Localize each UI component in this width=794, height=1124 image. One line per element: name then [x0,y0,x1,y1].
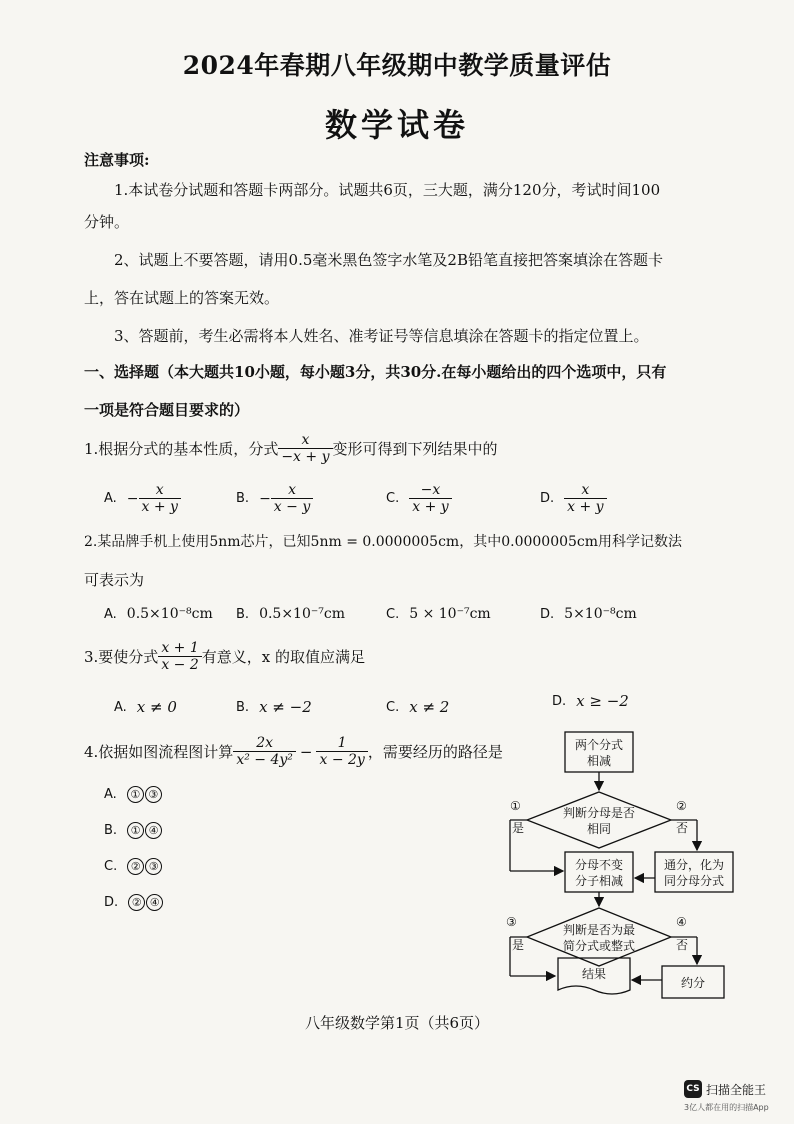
start-line-2: 相减 [586,754,612,768]
convert-line-1: 通分，化为 [663,858,725,872]
decision-simplest [527,908,671,966]
option-text: 0.5×10⁻⁸cm [126,606,213,622]
frac-num: −x [420,482,441,498]
q2-option-a[interactable] [104,606,213,622]
frac-num: x [288,482,296,498]
decision-1-line-1: 判断分母是否 [562,806,636,820]
option-label: D. [540,606,555,622]
q3-frac-num: x + 1 [161,640,199,656]
q4-frac2-den: x − 2y [316,751,367,768]
path-mark-4: ④ [676,915,687,929]
circled-number: ③ [145,858,162,875]
q4-option-d[interactable] [104,894,164,911]
option-text: 5 × 10⁻⁷cm [409,606,491,622]
yes-label-1: 是 [512,821,525,835]
no-label-2: 否 [676,938,689,952]
option-text: 5×10⁻⁸cm [564,606,637,622]
q4-option-b[interactable] [104,822,163,839]
section-1-heading-line-2: 一项是符合题目要求的） [84,401,250,419]
option-label: A. [104,491,117,506]
scanner-name: 扫描全能王 [706,1082,767,1097]
q4-stem-before: 4.依据如图流程图计算 [84,742,234,761]
q1-option-b[interactable] [236,482,313,515]
decision-2-line-2: 简分式或整式 [562,939,636,953]
option-fraction [139,482,181,515]
q4-stem-after: ，需要经历的路径是 [367,742,503,761]
frac-num: x [581,482,590,498]
q1-stem-after: 变形可得到下列结果中的 [332,439,498,458]
exam-title: 2024年春期八年级期中教学质量评估 [182,51,612,80]
note-3: 3、答题前，考生必需将本人姓名、准考证号等信息填涂在答题卡的指定位置上。 [114,327,649,345]
circled-number: ④ [146,894,163,911]
yes-label-2: 是 [512,938,525,952]
result-label: 结果 [581,967,607,981]
q3-frac-den: x − 2 [158,656,201,673]
notes-heading: 注意事项: [84,151,150,169]
q3-option-a[interactable] [114,698,177,716]
decision-2-line-1: 判断是否为最 [562,923,636,937]
q4-fraction-1 [233,735,296,768]
q4-option-c[interactable] [104,858,163,875]
decision-1-line-2: 相同 [586,822,612,836]
frac-den: x − y [271,498,313,515]
circled-number: ① [127,786,144,803]
option-text: x ≥ −2 [576,692,629,710]
convert-line-2: 同分母分式 [663,874,725,888]
note-2-line-1: 2、试题上不要答题，请用0.5毫米黑色签字水笔及2B铅笔直接把答案填涂在答题卡 [114,251,663,269]
frac-den: x + y [564,498,606,515]
option-text: 0.5×10⁻⁷cm [259,606,345,622]
option-sign: − [259,490,271,507]
q3-fraction [158,640,201,673]
q1-option-a[interactable] [104,482,181,515]
note-1-line-1: 1.本试卷分试题和答题卡两部分。试题共6页，三大题，满分120分，考试时间100 [114,181,661,199]
q1-option-d[interactable] [540,482,607,515]
scanner-watermark [684,1080,766,1098]
section-1-heading-line-1: 一、选择题（本大题共10小题，每小题3分，共30分.在每小题给出的四个选项中，只有 [84,363,667,381]
flowchart [500,728,740,1008]
scanner-tagline: 3亿人都在用的扫描App [684,1103,769,1112]
option-label: C. [386,699,400,715]
circled-number: ② [127,858,144,875]
q1-option-c[interactable] [386,482,452,515]
question-4-stem [84,735,503,768]
decision-same-denominator [527,792,671,848]
question-3-stem [84,640,365,673]
path-mark-1: ① [510,799,521,813]
q1-stem-before: 1.根据分式的基本性质，分式 [84,439,279,458]
q1-frac-den: −x + y [278,448,332,465]
frac-num: x [155,482,164,498]
option-sign: − [126,490,139,507]
start-line-1: 两个分式 [574,738,624,752]
frac-den: x + y [409,498,451,515]
option-label: B. [104,823,118,838]
option-label: A. [104,787,117,802]
path-mark-2: ② [676,799,687,813]
q3-option-d[interactable] [552,692,629,710]
q2-option-d[interactable] [540,606,637,622]
option-fraction [409,482,451,515]
question-1-stem [84,432,498,465]
q4-minus: − [299,742,313,761]
q1-frac-num: x [301,432,310,448]
q1-fraction [278,432,332,465]
reduce-label: 约分 [680,976,706,990]
option-text: x ≠ 2 [409,698,450,716]
circled-number: ④ [145,822,162,839]
option-label: A. [114,699,127,715]
note-1-line-2: 分钟。 [84,213,130,231]
option-label: A. [104,606,117,622]
option-label: B. [236,491,250,506]
q3-stem-before: 3.要使分式 [84,647,159,666]
q3-option-b[interactable] [236,698,312,716]
option-fraction [271,482,313,515]
option-label: D. [552,693,567,709]
same-denominator-line-2: 分子相减 [574,874,624,888]
option-label: D. [104,895,119,910]
option-label: C. [386,606,400,622]
q4-frac1-num: 2x [256,735,273,751]
circled-number: ③ [145,786,162,803]
q4-frac1-den: x² − 4y² [233,751,296,768]
option-label: D. [540,491,555,506]
option-text: x ≠ 0 [136,698,177,716]
q3-option-c[interactable] [386,698,449,716]
option-label: B. [236,699,250,715]
page-footer: 八年级数学第1页（共6页） [304,1014,490,1032]
path-mark-3: ③ [506,915,517,929]
option-text: x ≠ −2 [259,698,312,716]
q4-option-a[interactable] [104,786,163,803]
option-label: C. [386,491,400,506]
question-2-line-2: 可表示为 [84,571,145,589]
note-2-line-2: 上，答在试题上的答案无效。 [84,289,280,307]
scanner-logo: CS [684,1080,702,1098]
no-label-1: 否 [676,821,689,835]
q2-option-b[interactable] [236,606,345,622]
q4-fraction-2 [316,735,367,768]
option-fraction [564,482,606,515]
same-denominator-line-1: 分母不变 [574,858,624,872]
question-2-line-1: 2.某品牌手机上使用5nm芯片，已知5nm = 0.0000005cm，其中0.0000005cm用科学记数法 [84,534,683,550]
option-label: B. [236,606,250,622]
frac-den: x + y [139,498,181,515]
circled-number: ① [127,822,144,839]
q4-frac2-num: 1 [337,735,347,751]
q3-stem-after: 有意义，x 的取值应满足 [201,647,365,666]
option-label: C. [104,859,118,874]
subject-title: 数学试卷 [324,106,469,144]
q2-option-c[interactable] [386,606,491,622]
circled-number: ② [128,894,145,911]
